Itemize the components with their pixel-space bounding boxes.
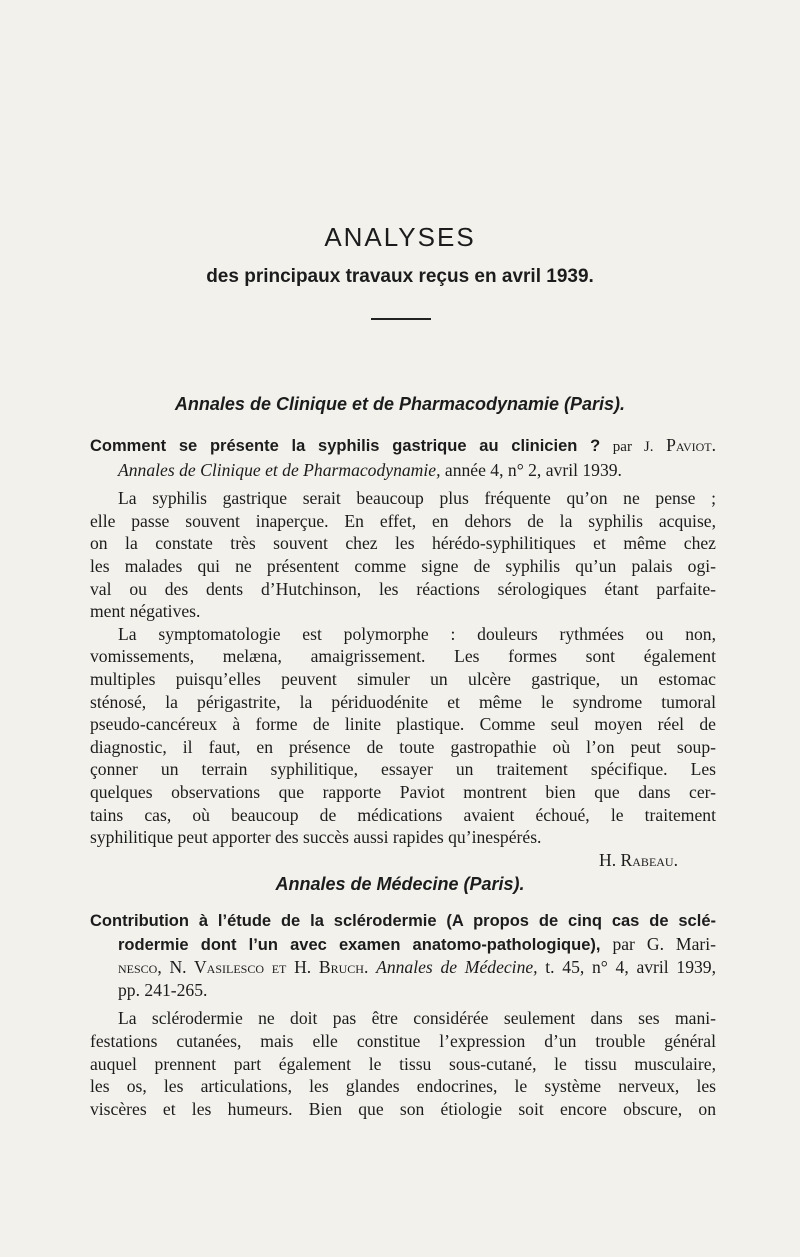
journal-heading-2: Annales de Médecine (Paris).	[275, 874, 525, 894]
body-line: les os, les articulations, les glandes endocrines, le système nerveux, les	[90, 1076, 716, 1097]
body-line: ment négatives.	[90, 601, 201, 622]
article-2-title-line-2	[90, 933, 716, 957]
body-line: pseudo-cancéreux à forme de linite plastique. Comme seul moyen réel de	[90, 714, 716, 735]
article-2-pages: pp. 241-265.	[118, 979, 208, 1000]
article-1-title-line	[90, 434, 716, 459]
body-line: syphilitique peut apporter des succès aussi rapides qu’inespérés.	[90, 827, 542, 848]
article-1-citation-journal: Annales de Clinique et de Pharmacodynamie,	[118, 459, 441, 480]
article-2-author-prefix: par G. Mari-	[612, 933, 716, 954]
article-1-signature: H. Rabeau.	[599, 849, 678, 870]
article-2-citation-details: t. 45, n° 4, avril 1939,	[545, 957, 716, 978]
body-line: La sclérodermie ne doit pas être considérée seulement dans ses mani-	[118, 1008, 716, 1029]
article-2-citation-journal: Annales de Médecine,	[376, 957, 538, 978]
body-line: vomissements, melæna, amaigrissement. Les formes sont également	[90, 646, 716, 667]
body-line: tains cas, où beaucoup de médications avaient échoué, le traitement	[90, 804, 716, 825]
article-2-authors: nesco, N. Vasilesco et H. Bruch.	[118, 957, 369, 978]
body-line: les malades qui ne présentent comme signe de syphilis qu’un palais ogi-	[90, 555, 716, 576]
article-1-citation	[90, 459, 716, 482]
body-line: on la constate très souvent chez les hérédo-syphilitiques et même chez	[90, 533, 716, 554]
article-2-citation	[90, 956, 716, 979]
title-divider	[371, 318, 431, 320]
article-2-title-cont: rodermie dont l’un avec examen anatomo-pathologique),	[118, 935, 601, 954]
article-2-body	[90, 1007, 716, 1120]
page-subtitle: des principaux travaux reçus en avril 1939.	[206, 266, 594, 287]
body-line: auquel prennent part également le tissu sous-cutané, le tissu musculaire,	[90, 1053, 716, 1074]
article-1	[90, 434, 716, 871]
article-1-body	[90, 487, 716, 871]
body-line: sténosé, la périgastrite, la périduodénite et même le syndrome tumoral	[90, 691, 716, 712]
article-2	[90, 910, 716, 1120]
body-line: festations cutanées, mais elle constitue l’expression d’un trouble général	[90, 1030, 716, 1051]
journal-heading-1: Annales de Clinique et de Pharmacodynamie (Paris).	[174, 394, 626, 414]
body-line: quelques observations que rapporte Paviot montrent bien que dans cer-	[90, 781, 716, 802]
article-1-author: Paviot.	[666, 435, 717, 455]
body-line: La syphilis gastrique serait beaucoup plus fréquente qu’on ne pense ;	[118, 488, 716, 509]
body-line: val ou des dents d’Hutchinson, les réactions sérologiques étant parfaite-	[90, 578, 716, 599]
article-1-title: Comment se présente la syphilis gastrique au clinicien ?	[90, 437, 601, 455]
body-line: elle passe souvent inaperçue. En effet, en dehors de la syphilis acquise,	[90, 510, 716, 531]
article-2-title: Contribution à l’étude de la sclérodermie (A propos de cinq cas de sclé-	[90, 912, 716, 930]
body-line: diagnostic, il faut, en présence de toute gastropathie où l’on peut soup-	[90, 736, 716, 757]
article-1-citation-details: année 4, n° 2, avril 1939.	[444, 459, 622, 480]
body-line: viscères et les humeurs. Bien que son étiologie soit encore obscure, on	[90, 1098, 716, 1119]
body-line: multiples puisqu’elles peuvent simuler un ulcère gastrique, un estomac	[90, 668, 716, 689]
page-title: ANALYSES	[324, 222, 476, 252]
body-line: La symptomatologie est polymorphe : douleurs rythmées ou non,	[118, 623, 716, 644]
body-line: çonner un terrain syphilitique, essayer un traitement spécifique. Les	[90, 759, 716, 780]
article-1-author-prefix: par J.	[612, 439, 654, 455]
